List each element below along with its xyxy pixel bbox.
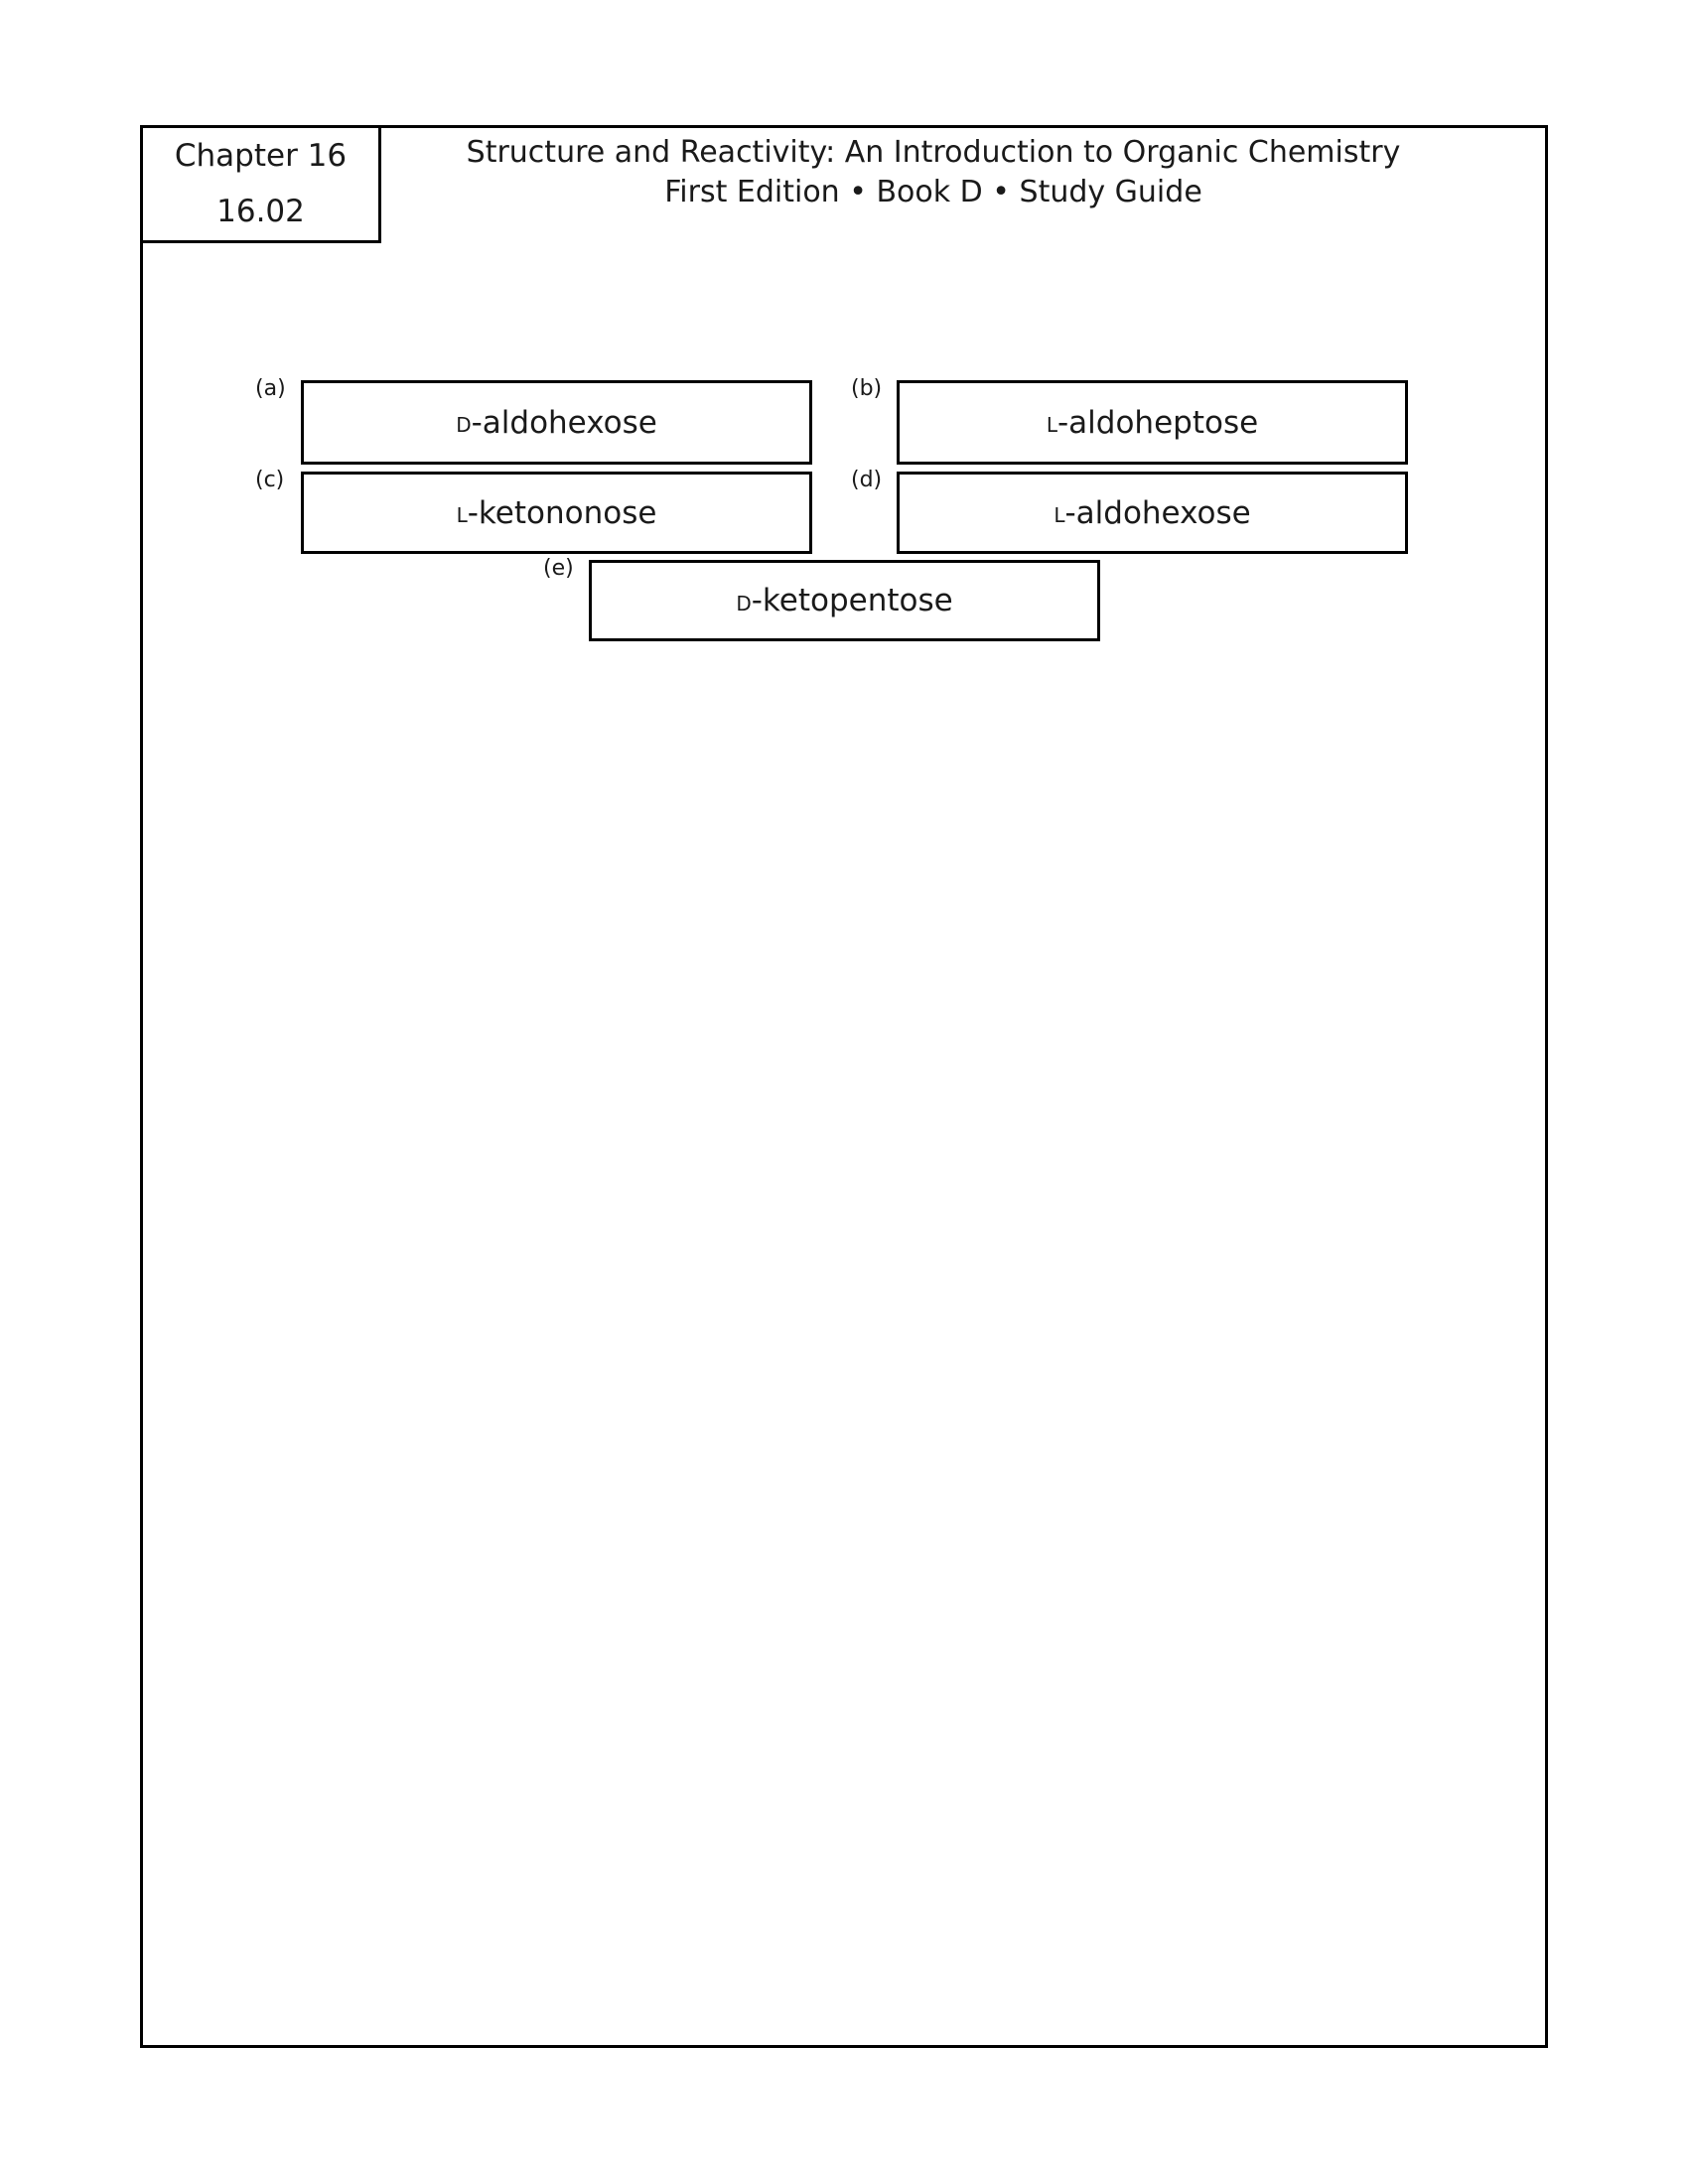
answer-c-box	[301, 472, 812, 554]
answer-d-box	[897, 472, 1408, 554]
book-title: Structure and Reactivity: An Introduction to Organic Chemistry	[466, 135, 1401, 170]
answer-c-prefix: l	[456, 496, 468, 529]
answer-b-prefix: l	[1046, 406, 1057, 439]
book-subtitle: First Edition • Book D • Study Guide	[664, 175, 1202, 209]
answer-a-prefix: d	[456, 406, 472, 439]
answer-d-label: (d)	[851, 468, 883, 492]
answer-d-name: -aldohexose	[1064, 494, 1251, 531]
answer-c-name: -ketononose	[467, 494, 657, 531]
answer-a-label: (a)	[255, 376, 286, 401]
answer-d-prefix: l	[1054, 496, 1065, 529]
answer-b-box	[897, 380, 1408, 465]
answer-e-label: (e)	[543, 556, 574, 581]
chapter-box	[140, 125, 381, 243]
answer-e-box	[589, 560, 1100, 641]
answer-b-label: (b)	[851, 376, 883, 401]
answer-b-name: -aldoheptose	[1056, 404, 1259, 441]
section-number: 16.02	[216, 194, 305, 229]
answer-a-name: -aldohexose	[471, 404, 657, 441]
answer-c-label: (c)	[255, 468, 285, 492]
book-header	[437, 133, 1430, 212]
answer-e-prefix: d	[736, 584, 752, 617]
chapter-label: Chapter 16	[174, 138, 348, 174]
answer-e-name: -ketopentose	[751, 583, 953, 618]
answer-a-box	[301, 380, 812, 465]
